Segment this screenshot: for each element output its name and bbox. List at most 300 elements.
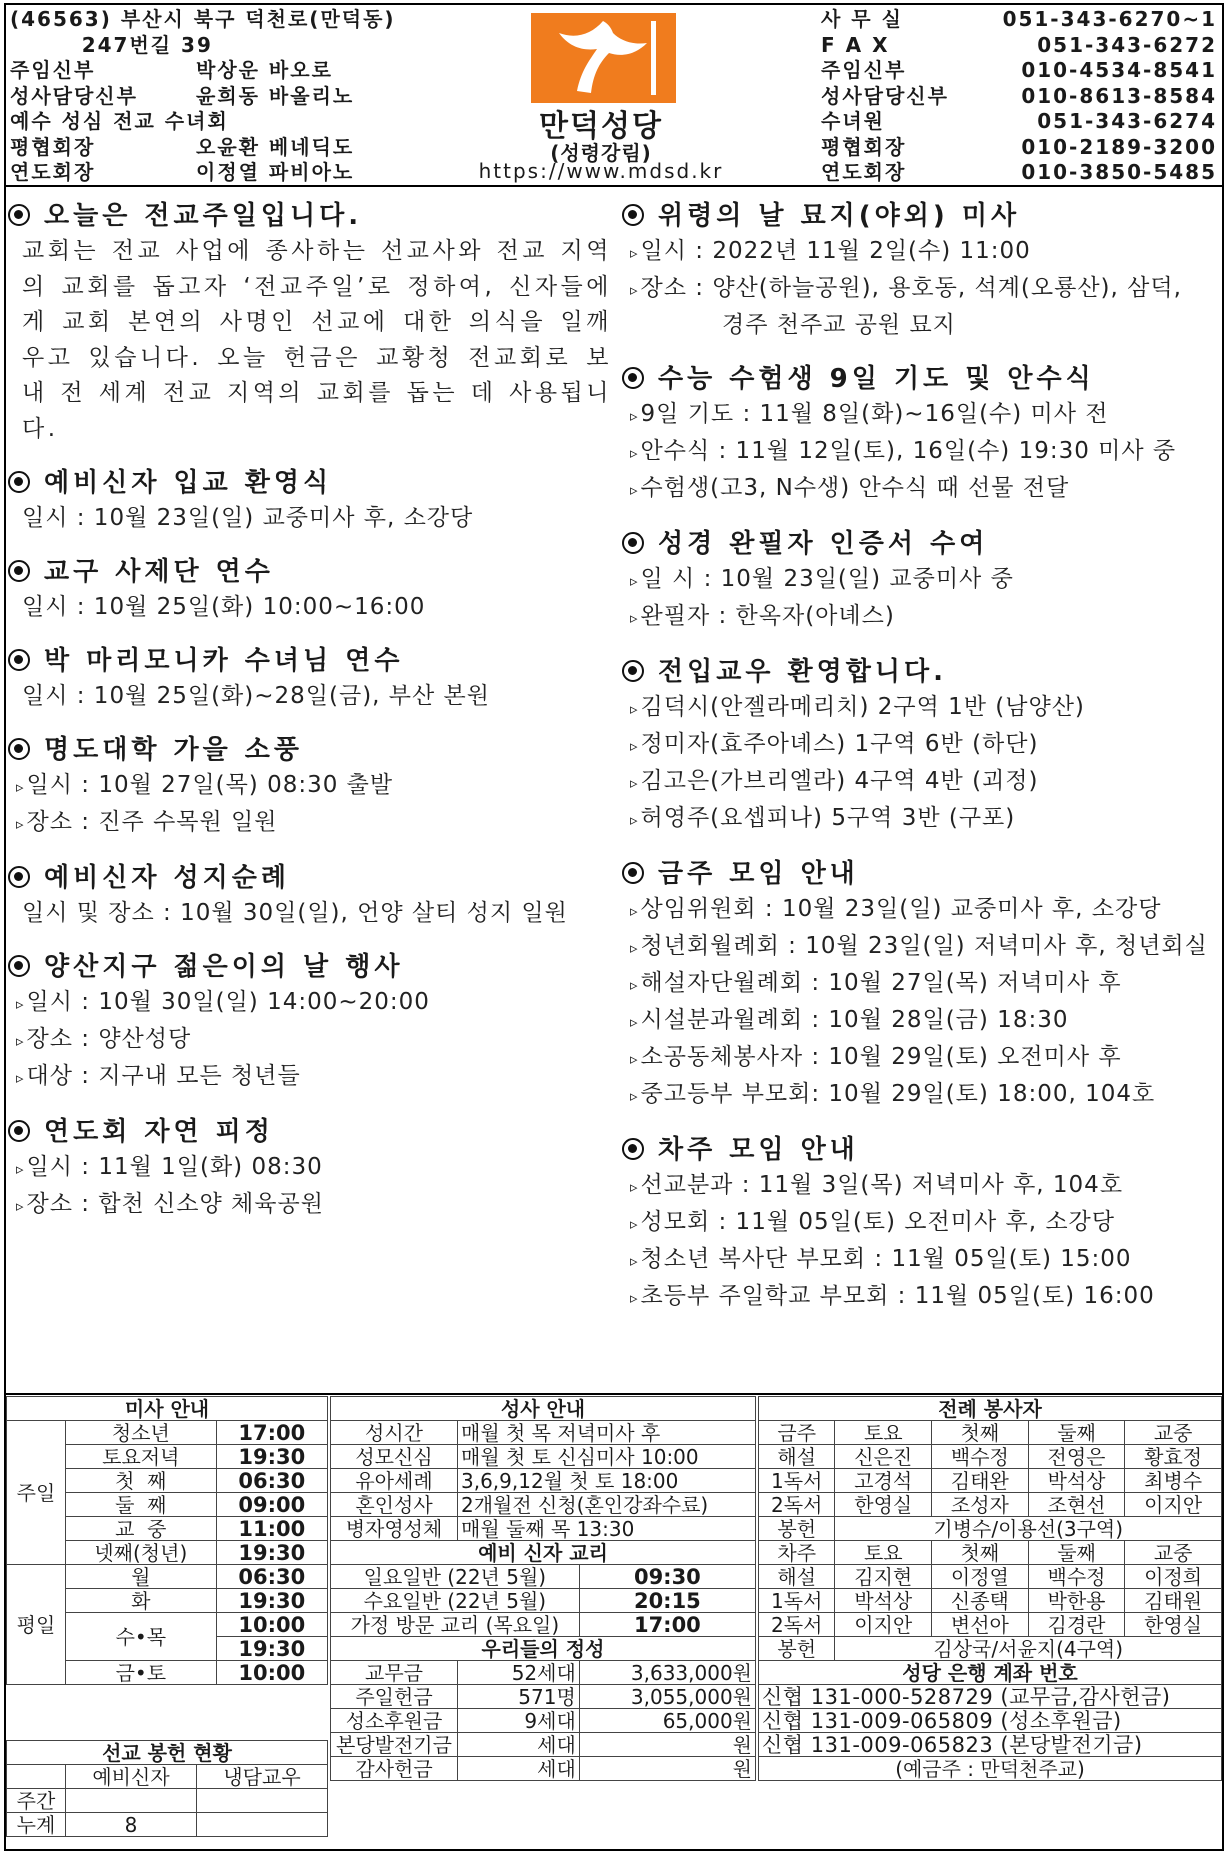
mass-name: 토요저녁 <box>66 1445 217 1469</box>
mass-time: 19:30 <box>216 1637 327 1661</box>
notice-line: ▹ 일시 : 11월 1일(화) 08:30 <box>8 1150 612 1187</box>
liturgy-server: 이지안 <box>835 1613 932 1637</box>
mass-time: 10:00 <box>216 1661 327 1685</box>
header-left-label: 성사담당신부 <box>10 83 138 108</box>
notice-line: 일시 및 장소 : 10월 30일(일), 언양 살티 성지 일원 <box>22 900 568 926</box>
notice-line: ▹ 장소 : 양산성당 <box>8 1022 612 1059</box>
liturgy-server: 전영은 <box>1028 1445 1125 1469</box>
notice-title <box>8 732 612 768</box>
sacrament-row <box>331 1469 756 1493</box>
bank-holder: (예금주 : 만덕천주교) <box>759 1757 1222 1781</box>
sacrament-name: 성시간 <box>331 1421 458 1445</box>
mission-cell: 8 <box>66 1813 197 1837</box>
notice-section <box>8 1114 612 1224</box>
mission-cell: 누계 <box>7 1813 66 1837</box>
notice-line: ▹ 일시 : 10월 30일(일) 14:00~20:00 <box>8 985 612 1022</box>
mission-status-table <box>6 1740 328 1837</box>
liturgy-server: 신종택 <box>932 1589 1029 1613</box>
parish-url[interactable]: https://www.mdsd.kr <box>478 159 724 183</box>
notice-line: ▹ 허영주(요셉피나) 5구역 3반 (구포) <box>622 801 1222 838</box>
liturgy-server: 김태원 <box>1125 1589 1222 1613</box>
offering-count: 세대 <box>458 1733 580 1757</box>
bullet-icon <box>8 560 30 582</box>
mass-time: 11:00 <box>216 1517 327 1541</box>
notice-title <box>622 198 1222 234</box>
contact-label: F A X <box>821 32 890 57</box>
bank-account: 신협 131-009-065809 (성소후원금) <box>759 1709 1222 1733</box>
liturgy-server: 변선아 <box>932 1613 1029 1637</box>
notices-right-column <box>622 198 1222 1334</box>
notice-section <box>622 654 1222 838</box>
liturgy-row <box>759 1445 1222 1469</box>
bullet-icon <box>622 367 644 389</box>
mass-name: 교 중 <box>66 1517 217 1541</box>
bottom-divider <box>6 1393 1222 1395</box>
contact-phone[interactable]: 010-4534-8541 <box>1021 58 1217 82</box>
liturgy-servers-table <box>758 1396 1222 1781</box>
notice-title <box>622 856 1222 892</box>
liturgy-server: 신은진 <box>835 1445 932 1469</box>
offering-name: 감사헌금 <box>331 1757 458 1781</box>
bullet-icon <box>622 204 644 226</box>
sacrament-title: 성사 안내 <box>331 1397 756 1421</box>
liturgy-row <box>759 1493 1222 1517</box>
header-left-row <box>10 58 410 84</box>
liturgy-title-row <box>759 1397 1222 1421</box>
notice-line: ▹ 초등부 주일학교 부모회 : 11월 05일(토) 16:00 <box>622 1279 1222 1316</box>
notice-title <box>622 1132 1222 1168</box>
mass-time: 19:30 <box>216 1445 327 1469</box>
mass-time: 10:00 <box>216 1613 327 1637</box>
notice-line: ▹ 해설자단월례회 : 10월 27일(목) 저녁미사 후 <box>622 966 1222 1003</box>
sacrament-row <box>331 1421 756 1445</box>
header-left-value: 이정열 파비아노 <box>196 160 355 184</box>
mass-row <box>7 1421 328 1445</box>
liturgy-server: 한영실 <box>1125 1613 1222 1637</box>
notice-title <box>8 643 612 679</box>
catechism-time: 20:15 <box>579 1589 755 1613</box>
mission-row <box>7 1789 328 1813</box>
header-contact-row <box>821 58 1217 84</box>
notice-section <box>8 198 612 447</box>
liturgy-server: 김경란 <box>1028 1613 1125 1637</box>
mass-schedule-table <box>6 1396 328 1685</box>
notice-title-text: 오늘은 전교주일입니다. <box>44 201 363 231</box>
liturgy-role: 해설 <box>759 1565 835 1589</box>
header-left-row <box>10 33 410 59</box>
mass-time: 17:00 <box>216 1421 327 1445</box>
mass-name: 월 <box>66 1565 217 1589</box>
header-left-label: (46563) 부산시 북구 덕천로(만덕동) <box>10 7 396 31</box>
offering-amount: 65,000원 <box>579 1709 755 1733</box>
liturgy-server: 이정열 <box>932 1565 1029 1589</box>
sacrament-detail: 매월 첫 토 신심미사 10:00 <box>458 1445 756 1469</box>
notice-title-text: 예비신자 성지순례 <box>44 863 290 893</box>
notice-line: ▹ 소공동체봉사자 : 10월 29일(토) 오전미사 후 <box>622 1040 1222 1077</box>
liturgy-server: 백수정 <box>1028 1565 1125 1589</box>
notice-section <box>8 860 612 931</box>
bullet-icon <box>8 955 30 977</box>
contact-label: 수녀원 <box>821 109 885 133</box>
liturgy-header: 교중 <box>1125 1421 1222 1445</box>
liturgy-title: 전례 봉사자 <box>759 1397 1222 1421</box>
bank-row <box>759 1733 1222 1757</box>
offering-amount: 원 <box>579 1733 755 1757</box>
contact-phone[interactable]: 051-343-6272 <box>1037 32 1217 57</box>
sacrament-detail: 매월 첫 목 저녁미사 후 <box>458 1421 756 1445</box>
offering-count: 571명 <box>458 1685 580 1709</box>
offering-name: 교무금 <box>331 1661 458 1685</box>
mass-time: 19:30 <box>216 1589 327 1613</box>
liturgy-server: 한영실 <box>835 1493 932 1517</box>
liturgy-role: 봉헌 <box>759 1517 835 1541</box>
liturgy-header: 토요 <box>835 1421 932 1445</box>
notice-line: ▹ 성모회 : 11월 05일(토) 오전미사 후, 소강당 <box>622 1205 1222 1242</box>
catechism-title: 예비 신자 교리 <box>331 1541 756 1565</box>
catechism-row <box>331 1565 756 1589</box>
liturgy-header: 교중 <box>1125 1541 1222 1565</box>
bank-row <box>759 1709 1222 1733</box>
notice-section <box>8 554 612 625</box>
notice-line: ▹ 선교분과 : 11월 3일(목) 저녁미사 후, 104호 <box>622 1168 1222 1205</box>
mission-header <box>7 1765 66 1789</box>
catechism-class: 가정 방문 교리 (목요일) <box>331 1613 580 1637</box>
notice-line: ▹ 시설분과월례회 : 10월 28일(금) 18:30 <box>622 1003 1222 1040</box>
bank-holder-row <box>759 1757 1222 1781</box>
mass-name: 금•토 <box>66 1661 217 1685</box>
contact-phone[interactable]: 010-2189-3200 <box>1021 134 1217 159</box>
sunday-label: 주일 <box>7 1421 66 1565</box>
offering-amount: 원 <box>579 1757 755 1781</box>
sacrament-detail: 매월 둘째 목 13:30 <box>458 1517 756 1541</box>
notice-section <box>8 643 612 714</box>
liturgy-server: 박석상 <box>835 1589 932 1613</box>
notice-title <box>622 526 1222 562</box>
notice-title-text: 명도대학 가을 소풍 <box>44 735 304 765</box>
offering-row <box>331 1733 756 1757</box>
notice-title <box>8 860 612 896</box>
notice-title-text: 교구 사제단 연수 <box>44 557 274 587</box>
parish-logo-icon <box>531 13 676 103</box>
liturgy-role: 2독서 <box>759 1613 835 1637</box>
header-left-row <box>10 84 410 110</box>
bullet-icon <box>622 862 644 884</box>
contact-phone[interactable]: 010-3850-5485 <box>1021 160 1217 184</box>
offering-count: 세대 <box>458 1757 580 1781</box>
liturgy-role: 1독서 <box>759 1469 835 1493</box>
catechism-class: 수요일반 (22년 5월) <box>331 1589 580 1613</box>
mass-title: 미사 안내 <box>7 1397 328 1421</box>
notice-line: ▹ 장소 : 진주 수목원 일원 <box>8 805 612 842</box>
notice-line: ▹ 일시 : 2022년 11월 2일(수) 11:00 <box>622 234 1222 271</box>
catechism-title-row <box>331 1541 756 1565</box>
liturgy-server: 이지안 <box>1125 1493 1222 1517</box>
notice-paragraph: 교회는 전교 사업에 종사하는 선교사와 전교 지역의 교회를 돕고자 ‘전교주일’로 정하여, 신자들에게 교회 본연의 사명인 선교에 대한 의식을 일깨우고 있습니다. 오늘 헌금은 교황청 전교회로 보내 전 세계 전교 지역의 교회를 돕는 데 사용됩니다. <box>22 238 612 442</box>
notice-section <box>622 361 1222 508</box>
mass-name: 첫 째 <box>66 1469 217 1493</box>
mass-time: 06:30 <box>216 1565 327 1589</box>
header-contact-row <box>821 109 1217 135</box>
notice-title-text: 차주 모임 안내 <box>658 1135 859 1165</box>
offering-amount: 3,055,000원 <box>579 1685 755 1709</box>
parish-subtitle: (성령강림) <box>550 141 652 165</box>
contact-phone[interactable]: 051-343-6270~1 <box>1002 7 1217 31</box>
notice-title-text: 연도회 자연 피정 <box>44 1117 274 1147</box>
offering-row <box>331 1685 756 1709</box>
contact-phone[interactable]: 051-343-6274 <box>1037 109 1217 133</box>
liturgy-row <box>759 1589 1222 1613</box>
offering-count: 9세대 <box>458 1709 580 1733</box>
catechism-row <box>331 1613 756 1637</box>
mission-title-row <box>7 1741 328 1765</box>
catechism-class: 일요일반 (22년 5월) <box>331 1565 580 1589</box>
liturgy-server: 박한용 <box>1028 1589 1125 1613</box>
header-left-label: 247번길 39 <box>10 32 213 57</box>
notice-line: 일시 : 10월 25일(화) 10:00~16:00 <box>22 594 426 620</box>
contact-label: 성사담당신부 <box>821 83 949 108</box>
liturgy-header: 토요 <box>835 1541 932 1565</box>
mass-time: 06:30 <box>216 1469 327 1493</box>
header-left-info <box>10 7 410 186</box>
notice-section <box>622 1132 1222 1316</box>
sacrament-name: 혼인성사 <box>331 1493 458 1517</box>
bullet-icon <box>8 649 30 671</box>
notice-line: ▹ 일 시 : 10월 23일(일) 교중미사 중 <box>622 562 1222 599</box>
header-divider <box>6 185 1222 187</box>
liturgy-role: 해설 <box>759 1445 835 1469</box>
contact-label: 주임신부 <box>821 58 907 82</box>
catechism-row <box>331 1589 756 1613</box>
mass-name: 수•목 <box>66 1613 217 1661</box>
liturgy-server: 고경석 <box>835 1469 932 1493</box>
offering-name: 성소후원금 <box>331 1709 458 1733</box>
header-left-value: 박상운 바오로 <box>196 58 333 82</box>
header-left-label: 예수 성심 전교 수녀회 <box>10 109 229 133</box>
notice-line: ▹ 정미자(효주아녜스) 1구역 6반 (하단) <box>622 727 1222 764</box>
sacrament-name: 병자영성체 <box>331 1517 458 1541</box>
liturgy-week-label: 차주 <box>759 1541 835 1565</box>
notice-title <box>8 949 612 985</box>
liturgy-bong-row <box>759 1517 1222 1541</box>
notice-title-text: 성경 완필자 인증서 수여 <box>658 529 989 559</box>
notice-line: ▹ 김고은(가브리엘라) 4구역 4반 (괴정) <box>622 764 1222 801</box>
sacrament-row <box>331 1445 756 1469</box>
notice-title <box>8 465 612 501</box>
notice-section <box>622 856 1222 1114</box>
notice-title <box>622 361 1222 397</box>
offering-count: 52세대 <box>458 1661 580 1685</box>
mission-cell <box>197 1813 328 1837</box>
bullet-icon <box>8 1120 30 1142</box>
notice-section <box>622 526 1222 636</box>
liturgy-role: 1독서 <box>759 1589 835 1613</box>
notice-section <box>8 465 612 536</box>
notice-line: 경주 천주교 공원 묘지 <box>722 312 956 338</box>
bullet-icon <box>8 866 30 888</box>
notice-title-text: 위령의 날 묘지(야외) 미사 <box>658 201 1021 231</box>
sacrament-detail: 3,6,9,12월 첫 토 18:00 <box>458 1469 756 1493</box>
notice-line: ▹ 수험생(고3, N수생) 안수식 때 선물 전달 <box>622 471 1222 508</box>
offering-row <box>331 1709 756 1733</box>
sacrament-row <box>331 1493 756 1517</box>
mass-name: 넷째(청년) <box>66 1541 217 1565</box>
sacrament-title-row <box>331 1397 756 1421</box>
mass-name: 화 <box>66 1589 217 1613</box>
notice-line: 일시 : 10월 23일(일) 교중미사 후, 소강당 <box>22 505 474 531</box>
notice-title-text: 전입교우 환영합니다. <box>658 657 947 687</box>
mass-row <box>7 1565 328 1589</box>
offering-title: 우리들의 정성 <box>331 1637 756 1661</box>
notice-line: ▹ 대상 : 지구내 모든 청년들 <box>8 1059 612 1096</box>
liturgy-role: 봉헌 <box>759 1637 835 1661</box>
bullet-icon <box>622 532 644 554</box>
notice-title <box>8 554 612 590</box>
bank-row <box>759 1685 1222 1709</box>
mission-cell <box>66 1789 197 1813</box>
header-contact-row <box>821 84 1217 110</box>
liturgy-header: 첫째 <box>932 1541 1029 1565</box>
bank-account: 신협 131-009-065823 (본당발전기금) <box>759 1733 1222 1757</box>
notice-line: ▹ 상임위원회 : 10월 23일(일) 교중미사 후, 소강당 <box>622 892 1222 929</box>
notice-title-text: 박 마리모니카 수녀님 연수 <box>44 646 404 676</box>
header-contact-row <box>821 7 1217 33</box>
offering-amount: 3,633,000원 <box>579 1661 755 1685</box>
header <box>6 5 1222 185</box>
liturgy-server: 김지현 <box>835 1565 932 1589</box>
liturgy-row <box>759 1565 1222 1589</box>
liturgy-server: 백수정 <box>932 1445 1029 1469</box>
notice-line: ▹ 완필자 : 한옥자(아녜스) <box>622 599 1222 636</box>
liturgy-header-row <box>759 1421 1222 1445</box>
liturgy-bong: 김상국/서윤지(4구역) <box>835 1637 1222 1661</box>
notice-section <box>8 732 612 842</box>
notice-line: ▹ 청년회월례회 : 10월 23일(일) 저녁미사 후, 청년회실 <box>622 929 1222 966</box>
mass-name: 청소년 <box>66 1421 217 1445</box>
notice-title-text: 양산지구 젊은이의 날 행사 <box>44 952 404 982</box>
notice-title <box>8 198 612 234</box>
header-right-contacts <box>821 7 1217 186</box>
liturgy-week-label: 금주 <box>759 1421 835 1445</box>
mass-title-row <box>7 1397 328 1421</box>
header-left-row <box>10 7 410 33</box>
catechism-time: 17:00 <box>579 1613 755 1637</box>
sacrament-row <box>331 1517 756 1541</box>
bank-title: 성당 은행 계좌 번호 <box>759 1661 1222 1685</box>
header-left-label: 주임신부 <box>10 58 96 82</box>
contact-label: 사 무 실 <box>821 7 903 31</box>
liturgy-role: 2독서 <box>759 1493 835 1517</box>
notice-title-text: 예비신자 입교 환영식 <box>44 468 333 498</box>
bullet-icon <box>8 738 30 760</box>
liturgy-bong-row <box>759 1637 1222 1661</box>
header-contact-row <box>821 135 1217 161</box>
liturgy-header: 둘째 <box>1028 1541 1125 1565</box>
notice-section <box>622 198 1222 343</box>
liturgy-row <box>759 1469 1222 1493</box>
offering-row <box>331 1757 756 1781</box>
header-left-row <box>10 135 410 161</box>
notice-line: ▹ 장소 : 양산(하늘공원), 용호동, 석계(오룡산), 삼덕, <box>622 271 1222 308</box>
liturgy-server: 조성자 <box>932 1493 1029 1517</box>
notice-line: ▹ 일시 : 10월 27일(목) 08:30 출발 <box>8 768 612 805</box>
notices-left-column <box>8 198 612 1242</box>
bank-account: 신협 131-000-528729 (교무금,감사헌금) <box>759 1685 1222 1709</box>
parish-name: 만덕성당 <box>539 109 663 144</box>
mission-cell: 주간 <box>7 1789 66 1813</box>
notice-title-text: 금주 모임 안내 <box>658 859 859 889</box>
mission-cell <box>197 1789 328 1813</box>
mission-header: 예비신자 <box>66 1765 197 1789</box>
sacrament-table <box>330 1396 756 1781</box>
liturgy-server: 최병수 <box>1125 1469 1222 1493</box>
mass-time: 09:00 <box>216 1493 327 1517</box>
notice-line: ▹ 9일 기도 : 11월 8일(화)~16일(수) 미사 전 <box>622 397 1222 434</box>
mission-row <box>7 1813 328 1837</box>
header-contact-row <box>821 160 1217 186</box>
liturgy-row <box>759 1613 1222 1637</box>
mass-time: 19:30 <box>216 1541 327 1565</box>
notice-title-text: 수능 수험생 9일 기도 및 안수식 <box>658 364 1095 394</box>
notice-line: ▹ 김덕시(안젤라메리치) 2구역 1반 (남양산) <box>622 690 1222 727</box>
notice-line: ▹ 안수식 : 11월 12일(토), 16일(수) 19:30 미사 중 <box>622 434 1222 471</box>
bullet-icon <box>622 660 644 682</box>
contact-label: 연도회장 <box>821 160 907 184</box>
bank-title-row <box>759 1661 1222 1685</box>
catechism-time: 09:30 <box>579 1565 755 1589</box>
header-left-value: 오윤환 베네딕도 <box>196 134 355 159</box>
bullet-icon <box>8 204 30 226</box>
liturgy-server: 이정희 <box>1125 1565 1222 1589</box>
liturgy-server: 황효정 <box>1125 1445 1222 1469</box>
mission-header: 냉담교우 <box>197 1765 328 1789</box>
header-left-row <box>10 109 410 135</box>
sacrament-name: 성모신심 <box>331 1445 458 1469</box>
notice-line: ▹ 청소년 복사단 부모회 : 11월 05일(토) 15:00 <box>622 1242 1222 1279</box>
mass-name: 둘 째 <box>66 1493 217 1517</box>
offering-name: 본당발전기금 <box>331 1733 458 1757</box>
contact-phone[interactable]: 010-8613-8584 <box>1021 83 1217 108</box>
weekday-label: 평일 <box>7 1565 66 1685</box>
mission-title: 선교 봉헌 현황 <box>7 1741 328 1765</box>
liturgy-bong: 기병수/이용선(3구역) <box>835 1517 1222 1541</box>
offering-title-row <box>331 1637 756 1661</box>
header-left-label: 연도회장 <box>10 160 96 184</box>
liturgy-server: 조현선 <box>1028 1493 1125 1517</box>
header-left-label: 평협회장 <box>10 134 96 159</box>
sacrament-detail: 2개월전 신청(혼인강좌수료) <box>458 1493 756 1517</box>
offering-row <box>331 1661 756 1685</box>
header-left-row <box>10 160 410 186</box>
offering-name: 주일헌금 <box>331 1685 458 1709</box>
notice-title <box>622 654 1222 690</box>
header-left-value: 윤희동 바올리노 <box>196 83 355 108</box>
liturgy-header: 첫째 <box>932 1421 1029 1445</box>
header-contact-row <box>821 33 1217 59</box>
notice-title <box>8 1114 612 1150</box>
sacrament-name: 유아세례 <box>331 1469 458 1493</box>
notice-line: ▹ 장소 : 합천 신소양 체육공원 <box>8 1187 612 1224</box>
notice-line: 일시 : 10월 25일(화)~28일(금), 부산 본원 <box>22 683 490 709</box>
liturgy-header: 둘째 <box>1028 1421 1125 1445</box>
liturgy-server: 김태완 <box>932 1469 1029 1493</box>
mission-header-row <box>7 1765 328 1789</box>
contact-label: 평협회장 <box>821 134 907 159</box>
notice-line: ▹ 중고등부 부모회: 10월 29일(토) 18:00, 104호 <box>622 1077 1222 1114</box>
liturgy-server: 박석상 <box>1028 1469 1125 1493</box>
notice-section <box>8 949 612 1096</box>
bullet-icon <box>8 471 30 493</box>
bullet-icon <box>622 1138 644 1160</box>
